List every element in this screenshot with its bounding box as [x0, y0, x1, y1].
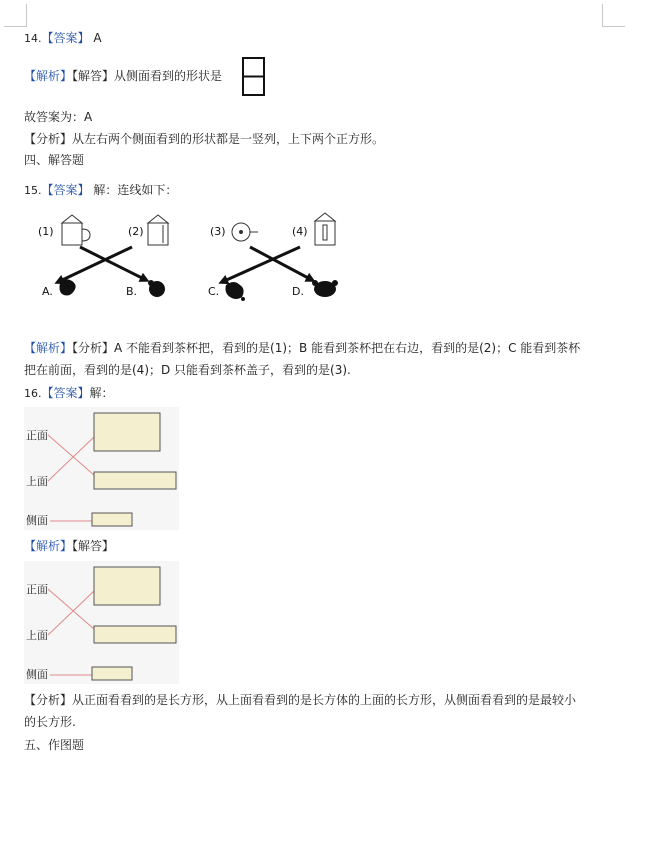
q14-analysis-line — [24, 131, 384, 147]
analysis-text: 从正面看看到的是长方形，从上面看看到的是长方体的上面的长方形，从侧面看看到的是最较小 — [72, 693, 577, 707]
analysis-tag: 【解析】 — [24, 69, 73, 83]
analysis-text: A 不能看到茶杯把，看到的是(1)；B 能看到茶杯把在右边，看到的是(2)；C 能看到茶杯 — [114, 341, 581, 355]
match-arrow-2-to-a — [58, 247, 132, 282]
q14-answer-line — [24, 30, 102, 47]
answer-tag: 【答案】 — [41, 31, 90, 45]
view-label-3: (3) — [210, 225, 226, 238]
view-label-4: (4) — [292, 225, 308, 238]
side-view-rectangle — [92, 513, 132, 526]
front-view-label: 正面 — [26, 429, 48, 442]
teacup-view-4-icon — [315, 213, 335, 245]
answer-tag: 【答案】 — [41, 386, 90, 400]
match-arrow-3-to-d — [250, 247, 312, 280]
analysis-tag: 【分析】 — [24, 132, 73, 146]
front-view-rectangle — [94, 567, 160, 605]
question-number: 14. — [24, 32, 42, 45]
box-views-figure-1 — [24, 407, 179, 530]
match-arrow-1-to-b — [80, 247, 146, 280]
figure-d-silhouette-icon — [312, 280, 338, 297]
solve-tag: 【解答】 — [72, 539, 115, 553]
front-view-rectangle — [94, 413, 160, 451]
option-label-a: A. — [42, 285, 53, 298]
side-view-label: 侧面 — [26, 668, 48, 681]
page-corner-mark-left — [4, 4, 27, 27]
option-label-c: C. — [208, 285, 220, 298]
analysis-tag: 【解析】 — [24, 539, 73, 553]
fenxi-tag: 【分析】 — [24, 693, 73, 707]
q16-analysis-line-1 — [24, 692, 576, 708]
answer-text: 解：连线如下： — [93, 183, 178, 197]
q14-solution-line — [24, 68, 222, 84]
teacup-matching-figure — [30, 205, 350, 305]
option-label-d: D. — [292, 285, 304, 298]
box-views-figure-2 — [24, 561, 179, 684]
solution-text: 从侧面看到的形状是 — [114, 69, 223, 83]
question-number: 15. — [24, 184, 42, 197]
question-number: 16. — [24, 387, 42, 400]
view-label-2: (2) — [128, 225, 144, 238]
teacup-view-2-icon — [148, 215, 168, 245]
option-label-b: B. — [126, 285, 138, 298]
top-view-label: 上面 — [26, 475, 48, 488]
top-view-rectangle — [94, 626, 176, 643]
figure-b-silhouette-icon — [148, 280, 165, 297]
q16-analysis-line-2: 的长方形. — [24, 715, 76, 729]
side-view-rectangle — [92, 667, 132, 680]
section-heading-5: 五、作图题 — [24, 738, 85, 752]
q15-answer-line — [24, 182, 177, 199]
q15-analysis-line-1 — [24, 340, 580, 356]
teacup-view-3-icon — [232, 223, 258, 241]
q14-conclusion: 故答案为：A — [24, 110, 93, 124]
teacup-view-1-icon — [62, 215, 90, 245]
front-view-label: 正面 — [26, 583, 48, 596]
solve-tag: 【解答】 — [72, 69, 115, 83]
figure-a-silhouette-icon — [60, 279, 76, 295]
top-view-rectangle — [94, 472, 176, 489]
q15-analysis-line-2: 把在前面，看到的是(4)；D 只能看到茶杯盖子，看到的是(3). — [24, 363, 351, 377]
answer-tag: 【答案】 — [41, 183, 90, 197]
side-view-label: 侧面 — [26, 514, 48, 527]
page-corner-mark-right — [602, 4, 625, 27]
view-label-1: (1) — [38, 225, 54, 238]
two-squares-figure — [242, 57, 266, 97]
analysis-tag: 【解析】 — [24, 341, 73, 355]
analysis-text: 从左右两个侧面看到的形状都是一竖列，上下两个正方形。 — [72, 132, 385, 146]
fenxi-tag: 【分析】 — [72, 341, 115, 355]
q16-solution-line — [24, 538, 114, 554]
answer-text: 解： — [89, 386, 114, 400]
q16-answer-line — [24, 385, 114, 402]
section-heading-4: 四、解答题 — [24, 153, 85, 167]
figure-c-silhouette-icon — [226, 282, 246, 301]
top-view-label: 上面 — [26, 629, 48, 642]
answer-value: A — [93, 31, 102, 45]
